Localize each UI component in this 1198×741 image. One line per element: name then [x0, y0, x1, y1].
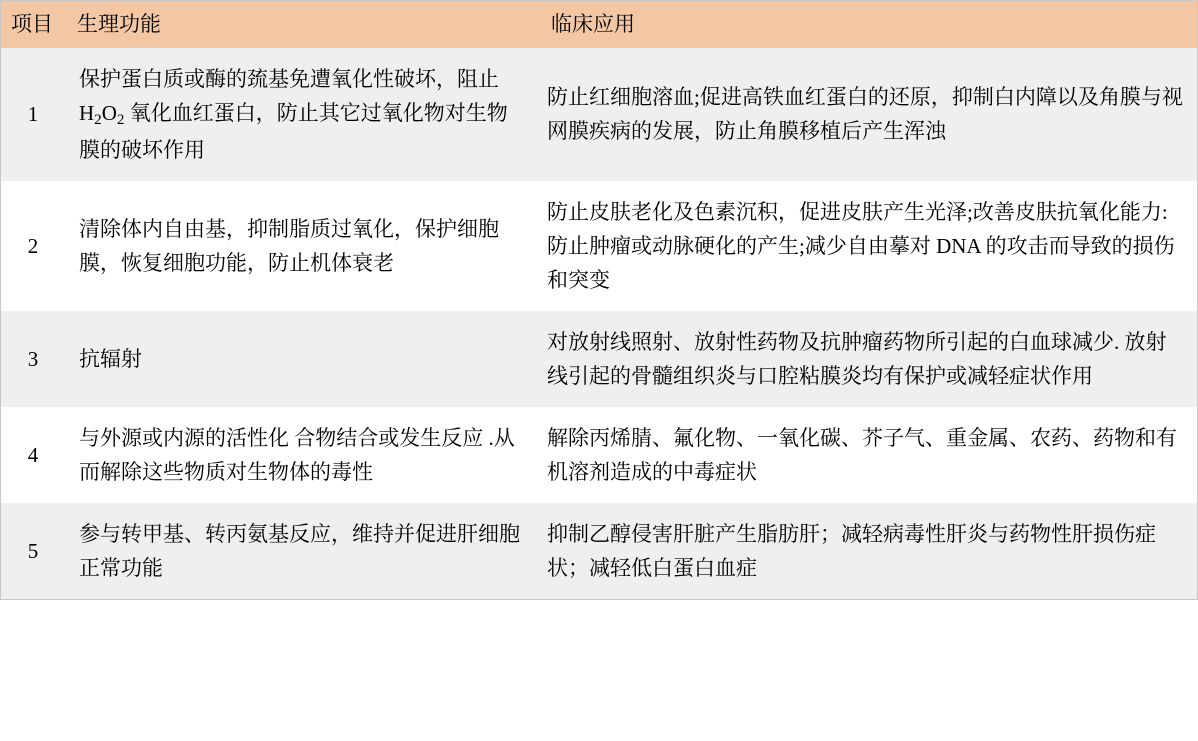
row-index: 4 — [1, 407, 65, 503]
row-index: 5 — [1, 503, 65, 599]
row-index: 1 — [1, 48, 65, 180]
function-text-part2: 氧化血红蛋白，防止其它过氧化物对生物膜的破坏作用 — [79, 101, 508, 162]
row-function — [65, 48, 539, 180]
formula-subscript-2: 2 — [116, 112, 125, 129]
row-function: 与外源或内源的活性化 合物结合或发生反应 .从而解除这些物质对生物体的毒性 — [65, 407, 539, 503]
physiology-clinical-table — [1, 1, 1197, 599]
table-body — [1, 48, 1197, 598]
table-row — [1, 48, 1197, 180]
row-index: 3 — [1, 311, 65, 407]
row-index: 2 — [1, 181, 65, 311]
table-row — [1, 503, 1197, 599]
row-function: 抗辐射 — [65, 311, 539, 407]
column-header-item: 项目 — [1, 1, 65, 48]
column-header-clinical: 临床应用 — [539, 1, 1197, 48]
row-clinical: 解除丙烯腈、氟化物、一氧化碳、芥子气、重金属、农药、药物和有机溶剂造成的中毒症状 — [539, 407, 1197, 503]
row-function: 参与转甲基、转丙氨基反应，维持并促进肝细胞正常功能 — [65, 503, 539, 599]
row-function: 清除体内自由基，抑制脂质过氧化，保护细胞膜，恢复细胞功能，防止机体衰老 — [65, 181, 539, 311]
row-clinical: 对放射线照射、放射性药物及抗肿瘤药物所引起的白血球减少. 放射线引起的骨髓组织炎与口腔粘膜炎均有保护或减轻症状作用 — [539, 311, 1197, 407]
formula-element-o: O — [101, 101, 117, 126]
function-text-part1: 保护蛋白质或酶的巯基免遭氧化性破坏，阻止 H — [79, 67, 499, 126]
table-row — [1, 181, 1197, 311]
table-row — [1, 311, 1197, 407]
table-header — [1, 1, 1197, 48]
table-header-row — [1, 1, 1197, 48]
formula-subscript-1: 2 — [94, 112, 102, 129]
row-clinical: 防止红细胞溶血;促进高铁血红蛋白的还原，抑制白内障以及角膜与视网膜疾病的发展，防止角膜移植后产生浑浊 — [539, 48, 1197, 180]
row-clinical: 抑制乙醇侵害肝脏产生脂肪肝；减轻病毒性肝炎与药物性肝损伤症状；减轻低白蛋白血症 — [539, 503, 1197, 599]
row-clinical: 防止皮肤老化及色素沉积，促进皮肤产生光泽;改善皮肤抗氧化能力:防止肿瘤或动脉硬化的产生;减少自由摹对 DNA 的攻击而导致的损伤和突变 — [539, 181, 1197, 311]
column-header-function: 生理功能 — [65, 1, 539, 48]
table-row — [1, 407, 1197, 503]
